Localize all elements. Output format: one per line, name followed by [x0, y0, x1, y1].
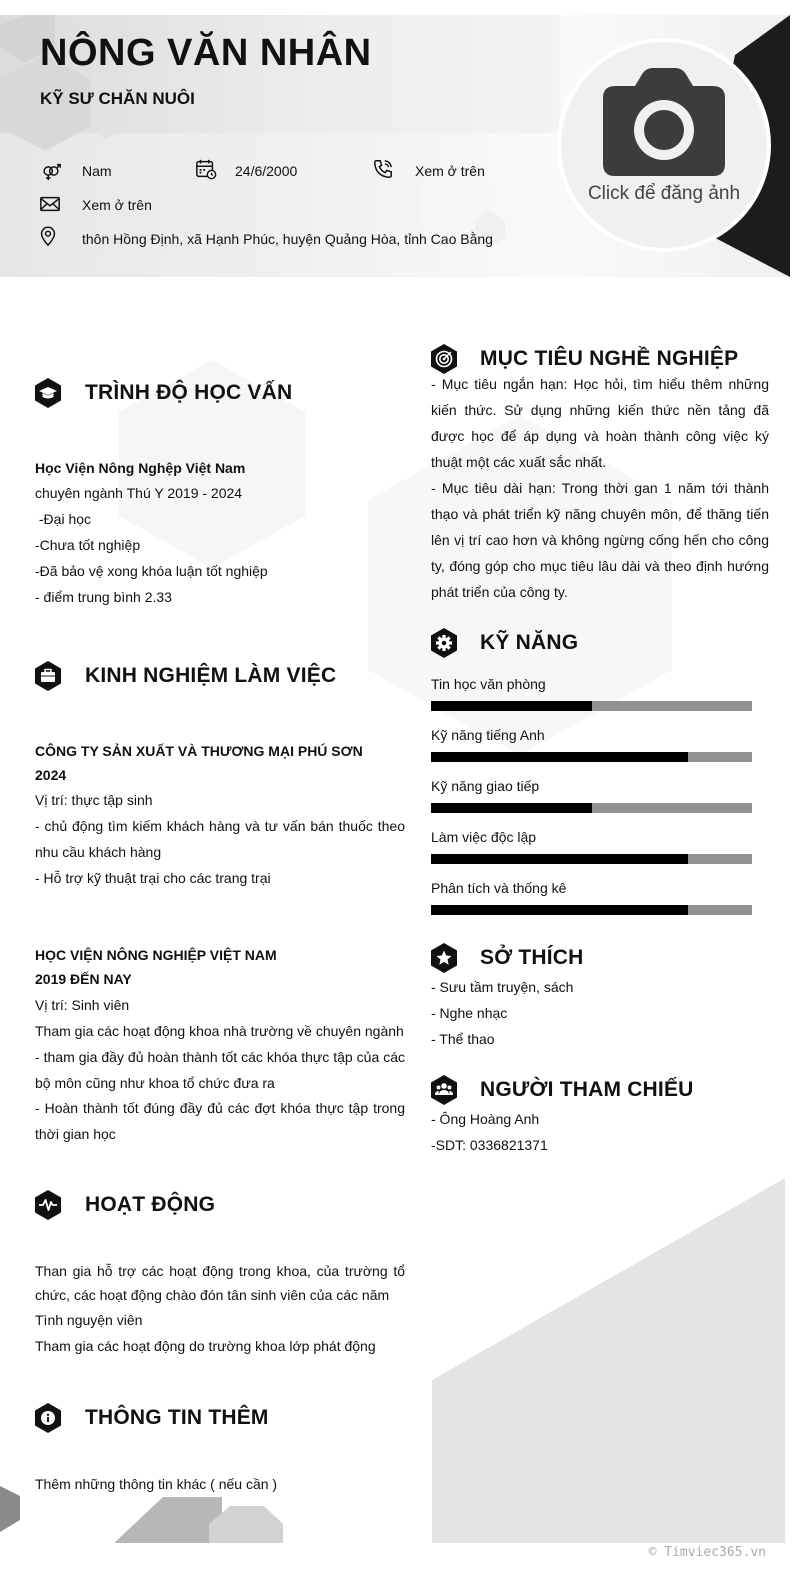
skill-bar-fill — [431, 854, 688, 864]
references-title: NGƯỜI THAM CHIẾU — [480, 1078, 694, 1101]
location-pin-icon — [37, 225, 59, 247]
skill-bar-track — [431, 701, 752, 711]
phone-icon — [372, 158, 394, 180]
phone-value: Xem ở trên — [415, 163, 485, 179]
job-description: - tham gia đầy đủ hoàn thành tốt các khóa thực tập của các bộ môn cũng như khoa tổ chức đưa ra — [35, 1049, 405, 1091]
star-icon — [429, 942, 459, 974]
education-line: -Đại học — [35, 511, 92, 527]
skill-label: Kỹ năng tiếng Anh — [431, 727, 545, 743]
objective-long-term: - Mục tiêu dài hạn: Trong thời gan 1 năm tới thành thạo và phát triển kỹ năng chuyên môn, để thăng tiến lên vị trí cao hơn và không ngừng cống hến cho công ty, đóng góp cho mục tiêu lâu dài và theo định hướng phát triển của công ty. — [431, 480, 769, 600]
job-company: HỌC VIỆN NÔNG NGHIỆP VIỆT NAM — [35, 947, 277, 963]
job-description: - Hoàn thành tốt đúng đầy đủ các đợt khóa thực tập trong thời gian học — [35, 1100, 405, 1142]
info-icon — [33, 1402, 63, 1434]
camera-icon[interactable] — [601, 68, 727, 178]
address-value: thôn Hồng Định, xã Hạnh Phúc, huyện Quảng Hòa, tỉnh Cao Bằng — [82, 231, 493, 247]
activities-line: Tình nguyện viên — [35, 1312, 143, 1328]
skills-title: KỸ NĂNG — [480, 631, 579, 654]
hobby-item: - Nghe nhạc — [431, 1005, 508, 1021]
email-value: Xem ở trên — [82, 197, 152, 213]
skill-bar-fill — [431, 701, 592, 711]
education-line: - điểm trung bình 2.33 — [35, 589, 172, 605]
activities-line: Than gia hỗ trợ các hoạt động trong khoa, của trường tổ chức, các hoạt động chào đón tân sinh viên của các năm — [35, 1263, 405, 1303]
activities-line: Tham gia các hoạt động do trường khoa lớp phát động — [35, 1338, 376, 1354]
job-title: KỸ SƯ CHĂN NUÔI — [40, 89, 195, 108]
job-description: Tham gia các hoạt động khoa nhà trường về chuyên ngành — [35, 1023, 404, 1039]
gear-icon — [429, 627, 459, 659]
job-company: CÔNG TY SẢN XUẤT VÀ THƯƠNG MẠI PHÚ SƠN — [35, 743, 363, 759]
experience-title: KINH NGHIỆM LÀM VIỆC — [85, 664, 337, 687]
skill-bar-track — [431, 854, 752, 864]
briefcase-icon — [33, 660, 63, 692]
education-line: -Chưa tốt nghiệp — [35, 537, 141, 553]
calendar-icon — [195, 158, 217, 180]
skill-label: Kỹ năng giao tiếp — [431, 778, 540, 794]
skill-bar-fill — [431, 752, 688, 762]
extra-info-title: THÔNG TIN THÊM — [85, 1406, 269, 1429]
graduation-cap-icon — [33, 377, 63, 409]
hobby-item: - Thể thao — [431, 1031, 495, 1047]
skill-bar-track — [431, 752, 752, 762]
skill-bar-fill — [431, 803, 592, 813]
objective-title: MỤC TIÊU NGHỀ NGHIỆP — [480, 347, 739, 370]
job-description: - Hỗ trợ kỹ thuật trại cho các trang trại — [35, 870, 271, 886]
objective-short-term: - Mục tiêu ngắn hạn: Học hỏi, tìm hiểu thêm những kiến thức. Sử dụng những kiến thức nền tảng đã được học để áp dụng và hoàn thành công việc ký thuật một các xuất sắc nhất. — [431, 376, 769, 470]
skill-label: Phân tích và thống kê — [431, 880, 567, 896]
job-position: Vị trí: Sinh viên — [35, 997, 130, 1013]
skill-label: Tin học văn phòng — [431, 676, 546, 692]
extra-info-text: Thêm những thông tin khác ( nếu cần ) — [35, 1476, 278, 1492]
education-line: chuyên ngành Thú Y 2019 - 2024 — [35, 485, 243, 501]
job-time: 2024 — [35, 767, 67, 783]
job-description: - chủ động tìm kiếm khách hàng và tư vấn bán thuốc theo nhu cầu khách hàng — [35, 818, 405, 860]
birthday-value: 24/6/2000 — [235, 163, 298, 179]
education-school: Học Viện Nông Nghệp Việt Nam — [35, 460, 246, 476]
education-title: TRÌNH ĐỘ HỌC VẤN — [85, 381, 293, 404]
skill-bar-fill — [431, 905, 688, 915]
gender-icon — [40, 160, 62, 182]
activities-title: HOẠT ĐỘNG — [85, 1193, 216, 1216]
job-position: Vị trí: thực tập sinh — [35, 792, 153, 808]
hobby-item: - Sưu tầm truyện, sách — [431, 979, 574, 995]
job-time: 2019 ĐẾN NAY — [35, 971, 132, 987]
hobbies-title: SỞ THÍCH — [480, 946, 584, 969]
skill-label: Làm việc độc lập — [431, 829, 537, 845]
education-line: -Đã bảo vệ xong khóa luận tốt nghiệp — [35, 563, 268, 579]
people-icon — [429, 1074, 459, 1106]
candidate-name: NÔNG VĂN NHÂN — [40, 32, 372, 74]
reference-name: - Ông Hoàng Anh — [431, 1111, 540, 1127]
watermark: © Timviec365.vn — [648, 1545, 766, 1560]
gender-value: Nam — [82, 163, 112, 179]
envelope-icon — [39, 193, 61, 215]
pulse-icon — [33, 1189, 63, 1221]
reference-phone: -SDT: 0336821371 — [431, 1137, 548, 1153]
skill-bar-track — [431, 803, 752, 813]
skill-bar-track — [431, 905, 752, 915]
photo-caption[interactable]: Click để đăng ảnh — [587, 183, 741, 204]
